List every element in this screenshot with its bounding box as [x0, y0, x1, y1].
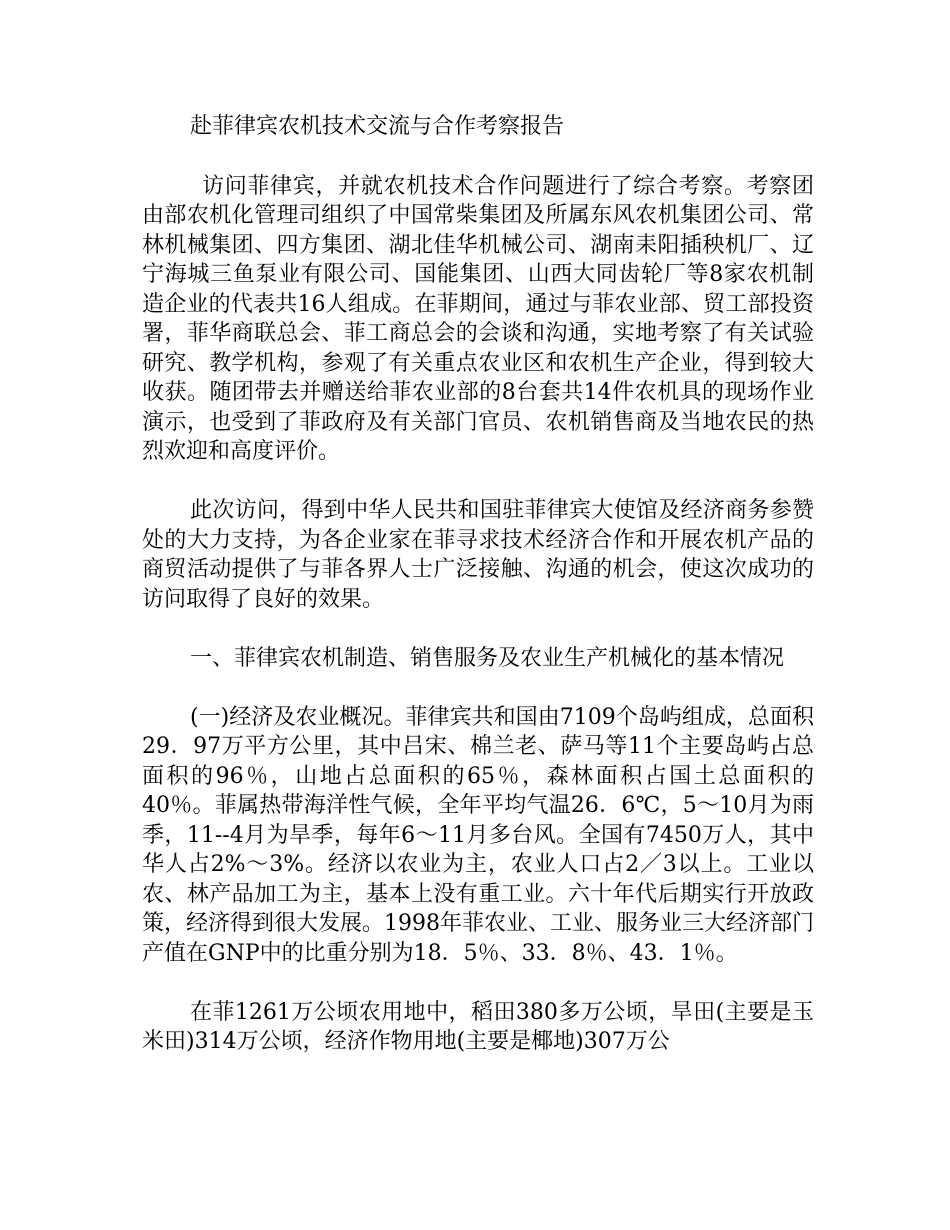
paragraph-land-use: 在菲1261万公顷农用地中，稻田380多万公顷，旱田(主要是玉米田)314万公顷，经济作物用地(主要是椰地)307万公 — [142, 999, 814, 1054]
paragraph-intro: 访问菲律宾，并就农机技术合作问题进行了综合考察。考察团由部农机化管理司组织了中国常柴集团及所属东风农机集团公司、常林机械集团、四方集团、湖北佳华机械公司、湖南耒阳插秧机厂、辽宁海城三鱼泵业有限公司、国能集团、山西大同齿轮厂等8家农机制造企业的代表共16人组成。在菲期间，通过与菲农业部、贸工部投资署，菲华商联总会、菲工商总会的会谈和沟通，实地考察了有关试验研究、教学机构，参观了有关重点农业区和农机生产企业，得到较大收获。随团带去并赠送给菲农业部的8台套共14件农机具的现场作业演示，也受到了菲政府及有关部门官员、农机销售商及当地农民的热烈欢迎和高度评价。 — [142, 173, 814, 464]
document-body — [142, 112, 814, 1057]
section-heading-1: 一、菲律宾农机制造、销售服务及农业生产机械化的基本情况 — [190, 645, 785, 671]
paragraph-economy-overview: (一)经济及农业概况。菲律宾共和国由7109个岛屿组成，总面积29．97万平方公里，其中吕宋、棉兰老、萨马等11个主要岛屿占总面积的96％，山地占总面积的65％，森林面积占国土总面积的40％。菲属热带海洋性气候，全年平均气温26．6℃，5～10月为雨季，11--4月为旱季，每年6～11月多台风。全国有7450万人，其中华人占2%～3%。经济以农业为主，农业人口占2／3以上。工业以农、林产品加工为主，基本上没有重工业。六十年代后期实行开放政策，经济得到很大发展。1998年菲农业、工业、服务业三大经济部门产值在GNP中的比重分别为18．5％、33．8％、43．1％。 — [142, 704, 814, 966]
paragraph-support: 此次访问，得到中华人民共和国驻菲律宾大使馆及经济商务参赞处的大力支持，为各企业家在菲寻求技术经济合作和开展农机产品的商贸活动提供了与菲各界人士广泛接触、沟通的机会，使这次成功的访问取得了良好的效果。 — [142, 498, 814, 612]
document-title: 赴菲律宾农机技术交流与合作考察报告 — [190, 114, 565, 139]
